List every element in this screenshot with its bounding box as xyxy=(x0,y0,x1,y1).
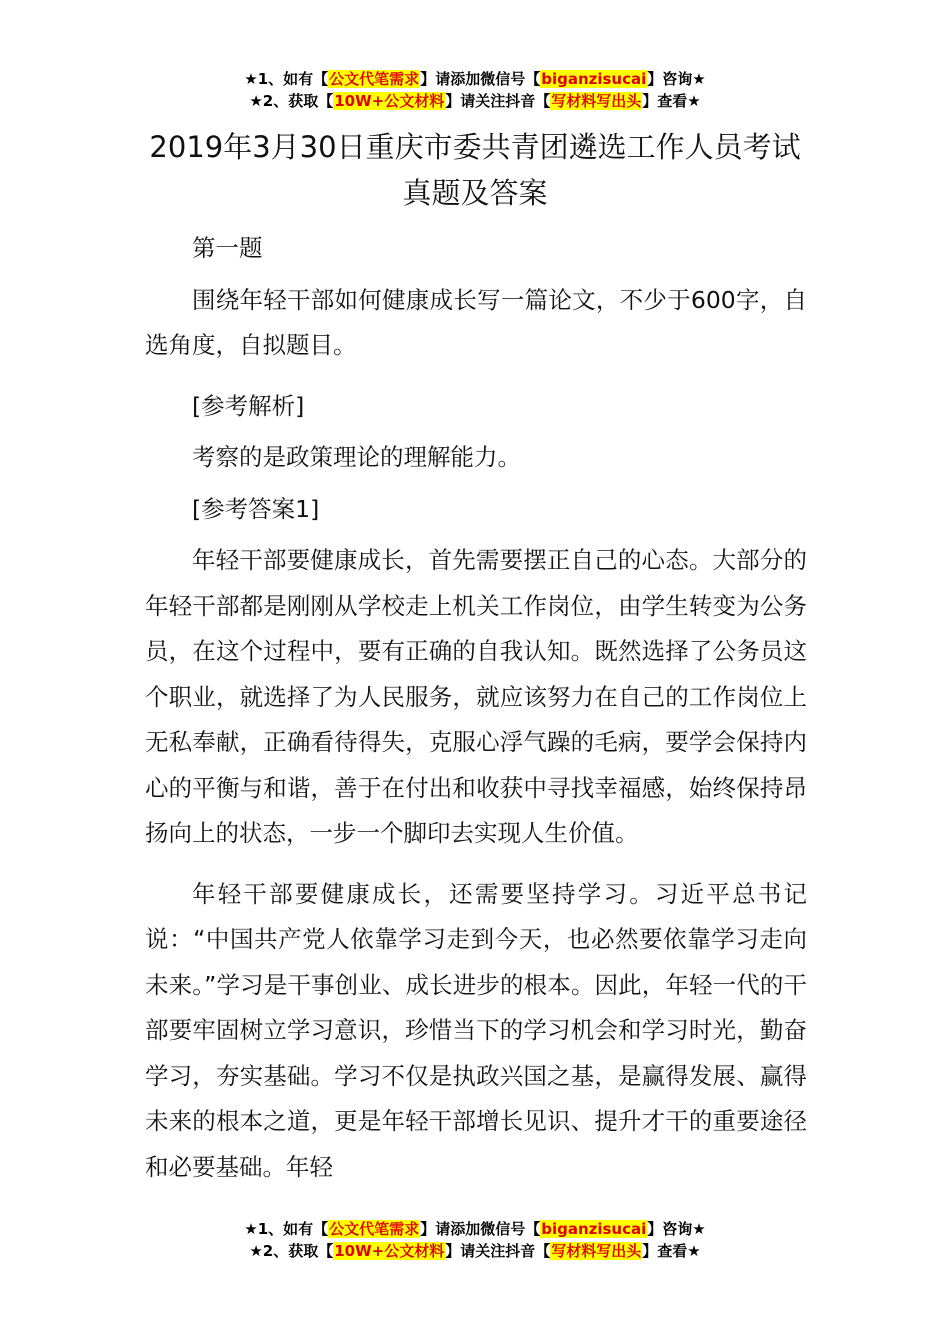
banner-highlight: 公文代笔需求 xyxy=(329,1220,420,1238)
footer-banner xyxy=(0,1218,950,1262)
analysis-text: 考察的是政策理论的理解能力。 xyxy=(192,443,521,471)
analysis-heading: [参考解析] xyxy=(192,391,305,420)
banner-highlight: 写材料写出头 xyxy=(551,92,642,110)
banner-line-2: ★2、获取【10W+公文材料】请关注抖音【写材料写出头】查看★ xyxy=(249,1242,701,1260)
banner-highlight: biganzisucai xyxy=(541,1220,647,1238)
answer-paragraph: 年轻干部要健康成长，还需要坚持学习。习近平总书记说：“中国共产党人依靠学习走到今天，也必然要依靠学习走向未来。”学习是干事创业、成长进步的根本。因此，年轻一代的干部要牢固树立学习意识，珍惜当下的学习机会和学习时光，勤奋学习，夯实基础。学习不仅是执政兴国之基，是赢得发展、赢得未来的根本之道，更是年轻干部增长见识、提升才干的重要途径和必要基础。年轻 xyxy=(145,879,807,1181)
banner-highlight: biganzisucai xyxy=(541,70,647,88)
banner-line-1: ★1、如有【公文代笔需求】请添加微信号【biganzisucai】咨询★ xyxy=(244,70,706,88)
banner-highlight: 写材料写出头 xyxy=(551,1242,642,1260)
header-banner xyxy=(0,68,950,112)
answer-paragraph: 年轻干部要健康成长，首先需要摆正自己的心态。大部分的年轻干部都是刚刚从学校走上机关工作岗位，由学生转变为公务员，在这个过程中，要有正确的自我认知。既然选择了公务员这个职业，就选择了为人民服务，就应该努力在自己的工作岗位上无私奉献，正确看待得失，克服心浮气躁的毛病，要学会保持内心的平衡与和谐，善于在付出和收获中寻找幸福感，始终保持昂扬向上的状态，一步一个脚印去实现人生价值。 xyxy=(145,546,807,847)
banner-highlight: 10W+公文材料 xyxy=(334,1242,445,1260)
banner-highlight: 10W+公文材料 xyxy=(334,92,445,110)
banner-highlight: 公文代笔需求 xyxy=(329,70,420,88)
answer-heading: [参考答案1] xyxy=(192,494,320,523)
banner-line-2: ★2、获取【10W+公文材料】请关注抖音【写材料写出头】查看★ xyxy=(249,92,701,110)
question-text: 围绕年轻干部如何健康成长写一篇论文，不少于600字，自选角度，自拟题目。 xyxy=(145,285,807,359)
question-heading: 第一题 xyxy=(192,234,263,262)
document-body xyxy=(145,226,807,1205)
document-title: 2019年3月30日重庆市委共青团遴选工作人员考试真题及答案 xyxy=(149,130,801,210)
banner-line-1: ★1、如有【公文代笔需求】请添加微信号【biganzisucai】咨询★ xyxy=(244,1220,706,1238)
